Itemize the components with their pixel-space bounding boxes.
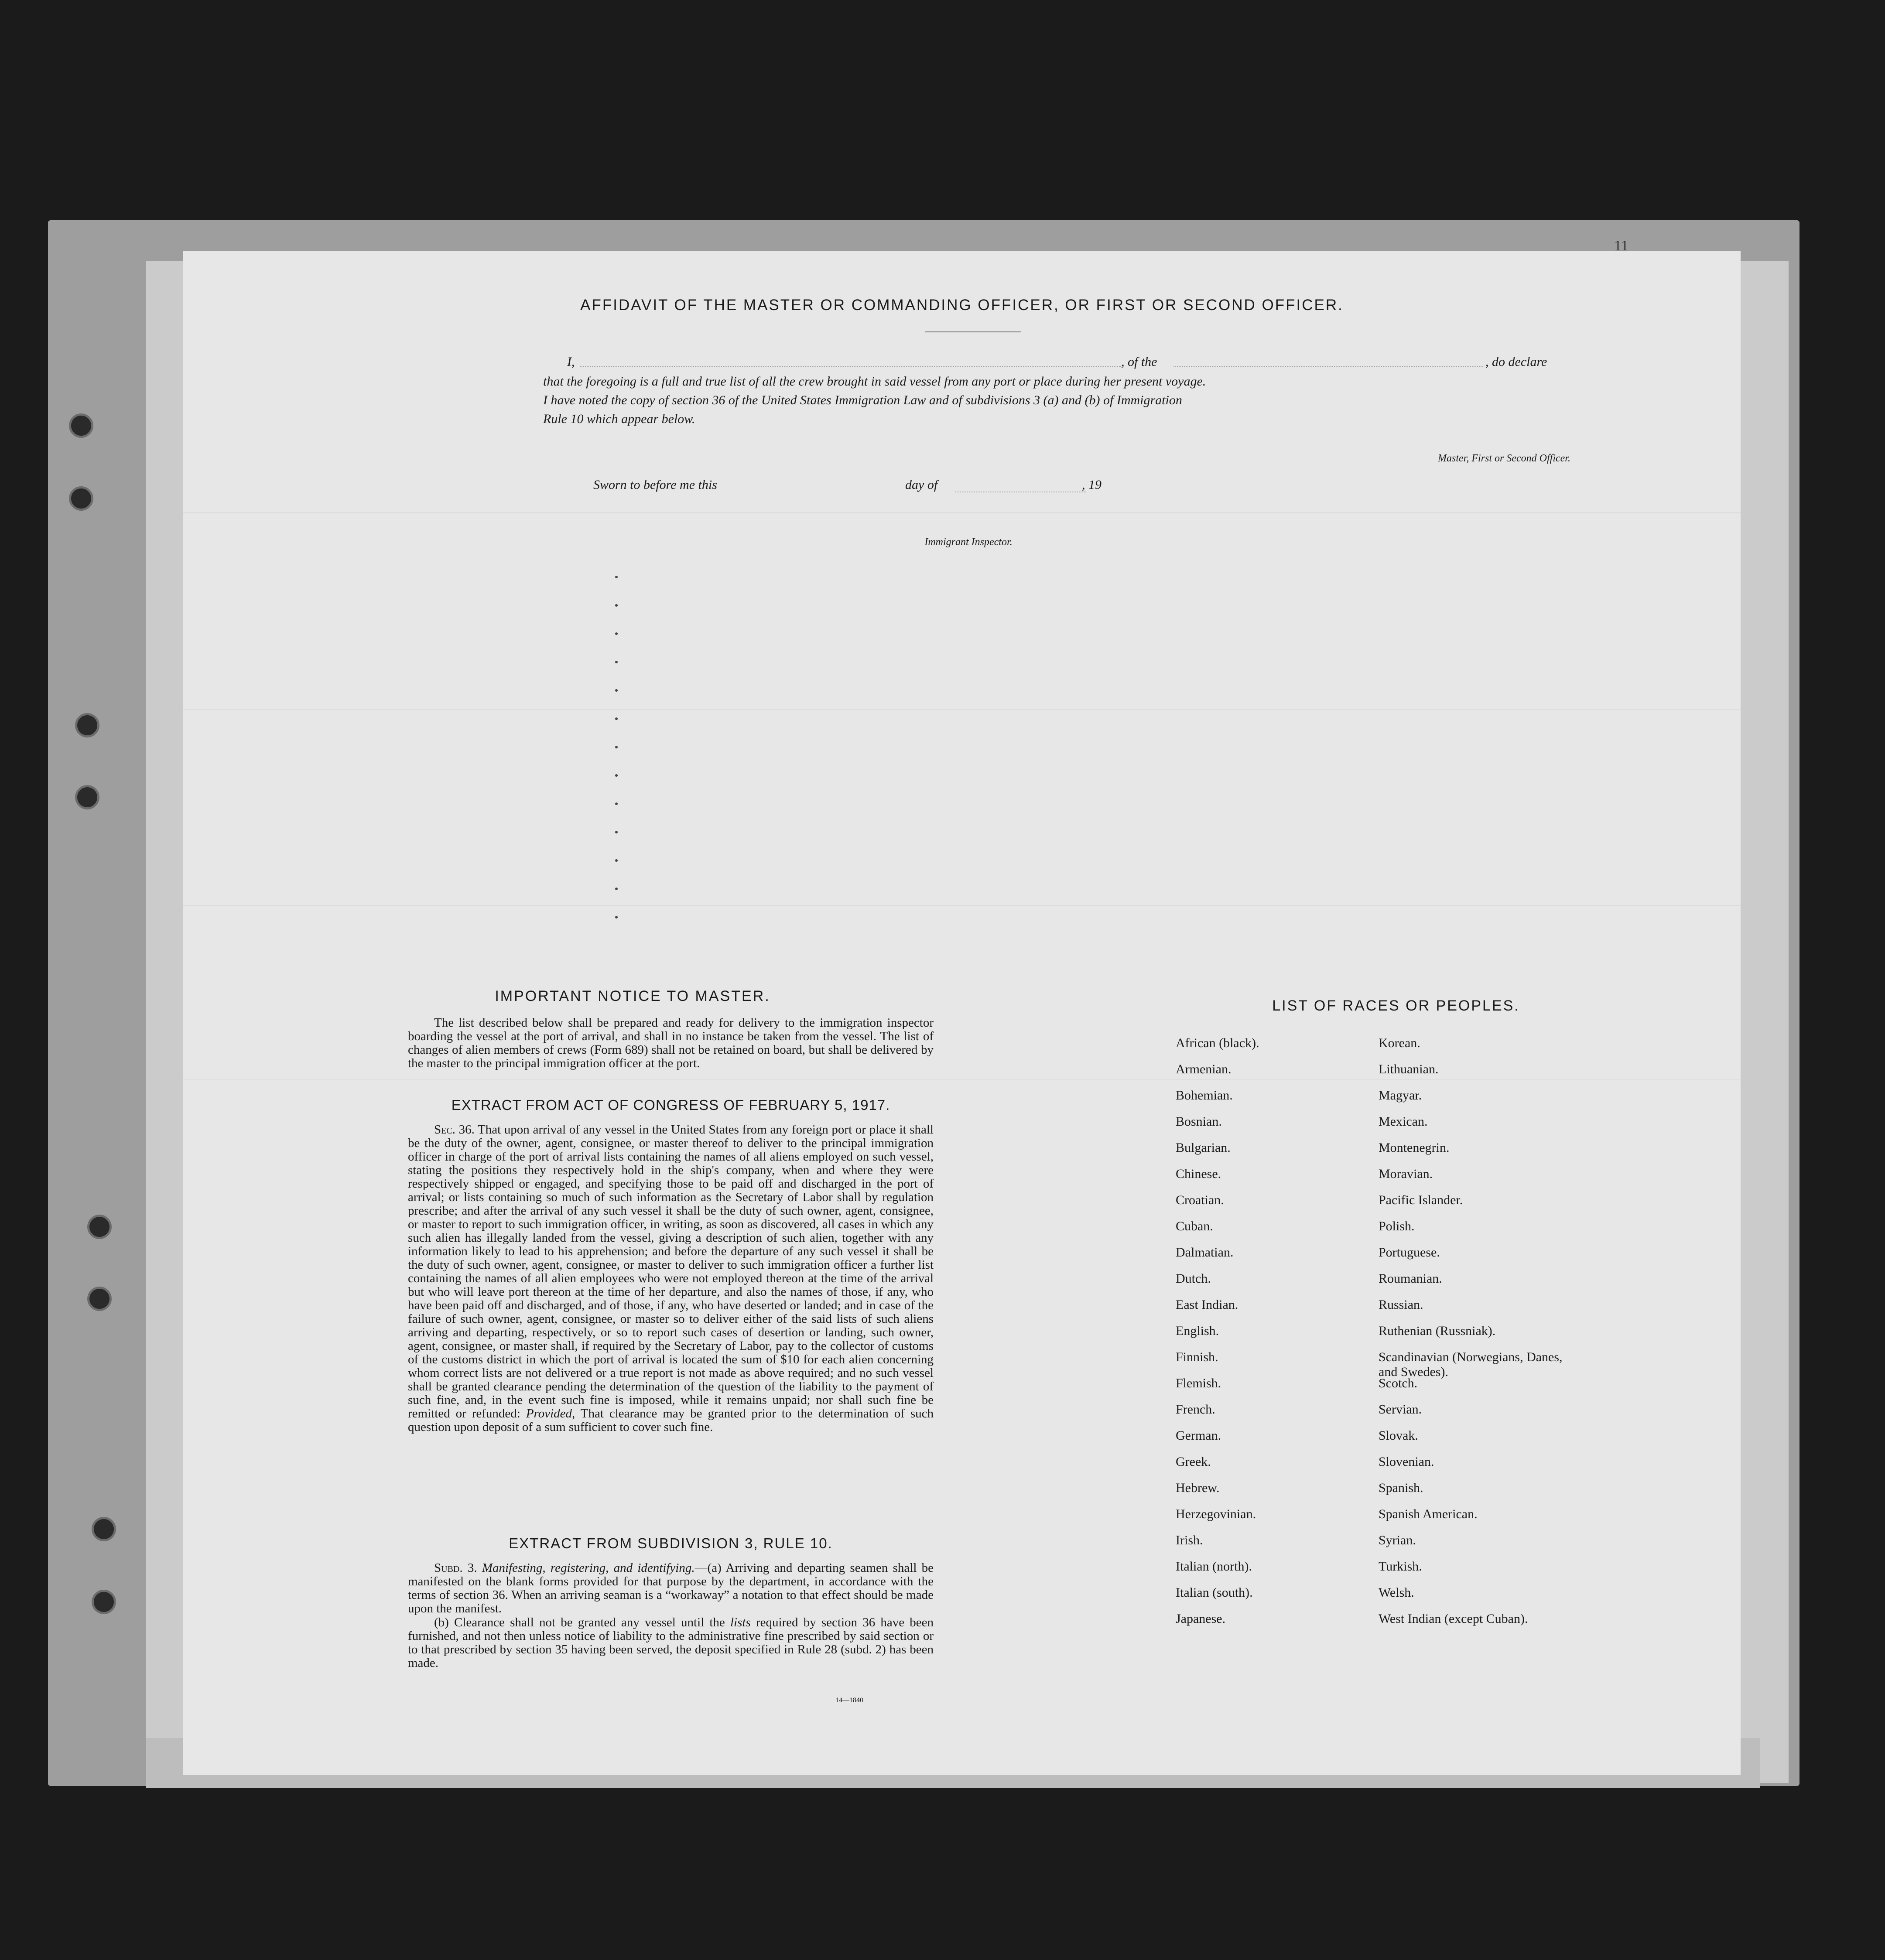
race-item: Chinese. [1176, 1167, 1221, 1181]
race-item: Scandinavian (Norwegians, Danes, and Swedes). [1379, 1350, 1563, 1379]
year-prefix: , 19 [1082, 478, 1102, 492]
act-sec-label: Sec. 36. [434, 1123, 475, 1137]
races-right-column [1379, 1036, 1579, 1638]
race-item: Montenegrin. [1379, 1140, 1450, 1155]
column-mark [615, 689, 618, 692]
column-mark [615, 774, 618, 777]
affidavit-i: I, [567, 355, 575, 369]
race-item: Croatian. [1176, 1193, 1224, 1207]
binder-hole [92, 1590, 116, 1614]
race-item: Russian. [1379, 1298, 1423, 1312]
column-mark [615, 632, 618, 635]
day-of: day of [905, 478, 938, 492]
affidavit-line-3: I have noted the copy of section 36 of the United States Immigration Law and of subdivisions 3 (a) and (b) of Immigration [543, 393, 1182, 407]
rule-subd-title: Manifesting, registering, and identifying. [482, 1561, 695, 1575]
race-item: Finnish. [1176, 1350, 1218, 1364]
rule-para-b [408, 1616, 934, 1670]
act-body-end: That clearance may be granted prior to the determination of such question upon deposit of a sum sufficient to cover such fine. [408, 1407, 934, 1434]
rule-para-a [408, 1561, 934, 1615]
act-body [408, 1123, 934, 1434]
race-item: German. [1176, 1428, 1221, 1443]
race-item: French. [1176, 1402, 1215, 1417]
column-mark [615, 859, 618, 862]
notice-heading: IMPORTANT NOTICE TO MASTER. [495, 988, 770, 1004]
rule-para-b-end: required by section 36 have been furnished, and not then unless notice of liability to the administrative fine prescribed by said section or to that prescribed by section 35 having been served, the deposit specified in Rule 28 (subd. 2) has been made. [408, 1615, 934, 1670]
column-mark [615, 831, 618, 833]
binder-hole [69, 413, 93, 438]
race-item: Polish. [1379, 1219, 1415, 1233]
rule-heading: EXTRACT FROM SUBDIVISION 3, RULE 10. [509, 1535, 833, 1551]
race-item: Dalmatian. [1176, 1245, 1234, 1260]
form-rule [183, 709, 1741, 710]
binder-hole [87, 1287, 112, 1311]
binder-hole [69, 486, 93, 511]
master-signature-label: Master, First or Second Officer. [1438, 453, 1570, 464]
rule-para-b-start: (b) Clearance shall not be granted any vessel until the [434, 1615, 725, 1629]
race-item: Syrian. [1379, 1533, 1416, 1547]
manifest-page [183, 238, 1741, 1775]
column-mark [615, 916, 618, 919]
column-mark [615, 661, 618, 663]
binder-hole [87, 1215, 112, 1239]
race-item: Bohemian. [1176, 1088, 1233, 1103]
binder-hole [75, 785, 99, 809]
act-body-text: That upon arrival of any vessel in the United States from any foreign port or place it shall be the duty of the owner, agent, consignee, or master thereof to deliver to the principal immigration officer in charge of the port of arrival lists containing the names of all aliens employed on such vessel, stating the positions they respectively hold in the ship's company, when and where they were respectively shipped or engaged, and specifying those to be paid off and discharged in the port of arrival; or lists containing so much of such information as the Secretary of Labor shall by regulation prescribe; and after the arrival of any such vessel it shall be the duty of such owner, agent, consignee, or master to report to such immigration officer, in writing, as soon as discovered, all cases in which any such alien has illegally landed from the vessel, giving a description of such alien, together with any information likely to lead to his apprehension; and before the departure of any such vessel it shall be the duty of such owner, agent, consignee, or master to deliver to such immigration officer a further list containing the names of all alien employees who were not employed thereon at the time of the arrival but who will leave port thereon at the time of her departure, and also the names of those, if any, who have been paid off and discharged, and of those, if any, who have deserted or landed; and in case of the failure of such owner, agent, consignee, or master so to deliver either of the said lists of such aliens arriving and departing, respectively, or so to report such cases of desertion or landing, such owner, agent, consignee, or master shall, if required by the Secretary of Labor, pay to the collector of customs of the customs district in which the port of arrival is located the sum of $10 for each alien concerning whom correct lists are not delivered or a true report is not made as above required; and no such vessel shall be granted clearance pending the determination of the question of the liability to the payment of such fine, and, in the event such fine is imposed, while it remains unpaid; nor shall such fine be remitted or refunded: [408, 1123, 934, 1420]
race-item: Portuguese. [1379, 1245, 1440, 1260]
race-item: Roumanian. [1379, 1271, 1442, 1286]
corner-mark: 11 [1614, 238, 1628, 254]
race-item: East Indian. [1176, 1298, 1238, 1312]
column-mark [615, 746, 618, 748]
act-heading: EXTRACT FROM ACT OF CONGRESS OF FEBRUARY 5, 1917. [451, 1097, 890, 1113]
race-item: Italian (south). [1176, 1585, 1253, 1600]
affidavit-declare: , do declare [1485, 355, 1547, 369]
races-heading: LIST OF RACES OR PEOPLES. [1272, 997, 1520, 1014]
race-item: Greek. [1176, 1455, 1211, 1469]
rule-para-b-lists: lists [730, 1615, 751, 1629]
column-mark [615, 604, 618, 607]
affidavit-of-the: , of the [1121, 355, 1157, 369]
sworn-text: Sworn to before me this [593, 478, 717, 492]
race-item: Lithuanian. [1379, 1062, 1439, 1076]
race-item: Flemish. [1176, 1376, 1221, 1390]
act-provided: Provided, [526, 1407, 575, 1420]
race-item: Slovak. [1379, 1428, 1418, 1443]
rule-subd-label: Subd. 3. [434, 1561, 477, 1575]
binder-hole [75, 713, 99, 738]
column-mark [615, 717, 618, 720]
affidavit-title: AFFIDAVIT OF THE MASTER OR COMMANDING OFFICER, OR FIRST OR SECOND OFFICER. [580, 297, 1344, 314]
column-mark [615, 802, 618, 805]
race-item: Pacific Islander. [1379, 1193, 1463, 1207]
column-mark [615, 888, 618, 890]
race-item: Herzegovinian. [1176, 1507, 1256, 1521]
race-item: Slovenian. [1379, 1455, 1434, 1469]
affidavit-line-4: Rule 10 which appear below. [543, 412, 695, 426]
race-item: Korean. [1379, 1036, 1420, 1050]
race-item: Irish. [1176, 1533, 1203, 1547]
race-item: Magyar. [1379, 1088, 1422, 1103]
column-mark [615, 576, 618, 578]
race-item: Welsh. [1379, 1585, 1414, 1600]
race-item: Scotch. [1379, 1376, 1418, 1390]
form-rule [183, 512, 1741, 513]
race-item: Mexican. [1379, 1114, 1428, 1129]
race-item: Ruthenian (Russniak). [1379, 1324, 1496, 1338]
race-item: English. [1176, 1324, 1219, 1338]
race-item: Bosnian. [1176, 1114, 1222, 1129]
race-item: Dutch. [1176, 1271, 1211, 1286]
race-item: Hebrew. [1176, 1481, 1220, 1495]
races-left-column [1176, 1036, 1368, 1638]
race-item: Spanish American. [1379, 1507, 1478, 1521]
race-item: Cuban. [1176, 1219, 1213, 1233]
inspector-label: Immigrant Inspector. [924, 536, 1013, 548]
race-item: Italian (north). [1176, 1559, 1252, 1574]
race-item: West Indian (except Cuban). [1379, 1612, 1528, 1626]
race-item: Spanish. [1379, 1481, 1423, 1495]
binder-hole [92, 1517, 116, 1541]
rule-para-a-text: —(a) Arriving and departing seamen shall be manifested on the blank forms provided for that purpose by the department, in accordance with the terms of section 36. When an arriving seaman is a “workaway” a notation to that effect should be made upon the manifest. [408, 1561, 934, 1615]
race-item: Servian. [1379, 1402, 1422, 1417]
name-blank [580, 366, 1121, 367]
vessel-blank [1173, 366, 1483, 367]
affidavit-line-2: that the foregoing is a full and true list of all the crew brought in said vessel from any port or place during her present voyage. [543, 374, 1206, 389]
notice-body: The list described below shall be prepared and ready for delivery to the immigration inspector boarding the vessel at the port of arrival, and shall in no instance be taken from the vessel. The list of changes of alien members of crews (Form 689) shall not be retained on board, but shall be delivered by the master to the principal immigration officer at the port. [408, 1016, 934, 1070]
race-item: African (black). [1176, 1036, 1259, 1050]
race-item: Armenian. [1176, 1062, 1232, 1076]
race-item: Moravian. [1379, 1167, 1433, 1181]
form-rule [183, 905, 1741, 906]
title-rule [925, 331, 1021, 332]
race-item: Japanese. [1176, 1612, 1226, 1626]
race-item: Bulgarian. [1176, 1140, 1231, 1155]
race-item: Turkish. [1379, 1559, 1422, 1574]
form-number: 14—1840 [835, 1697, 863, 1704]
